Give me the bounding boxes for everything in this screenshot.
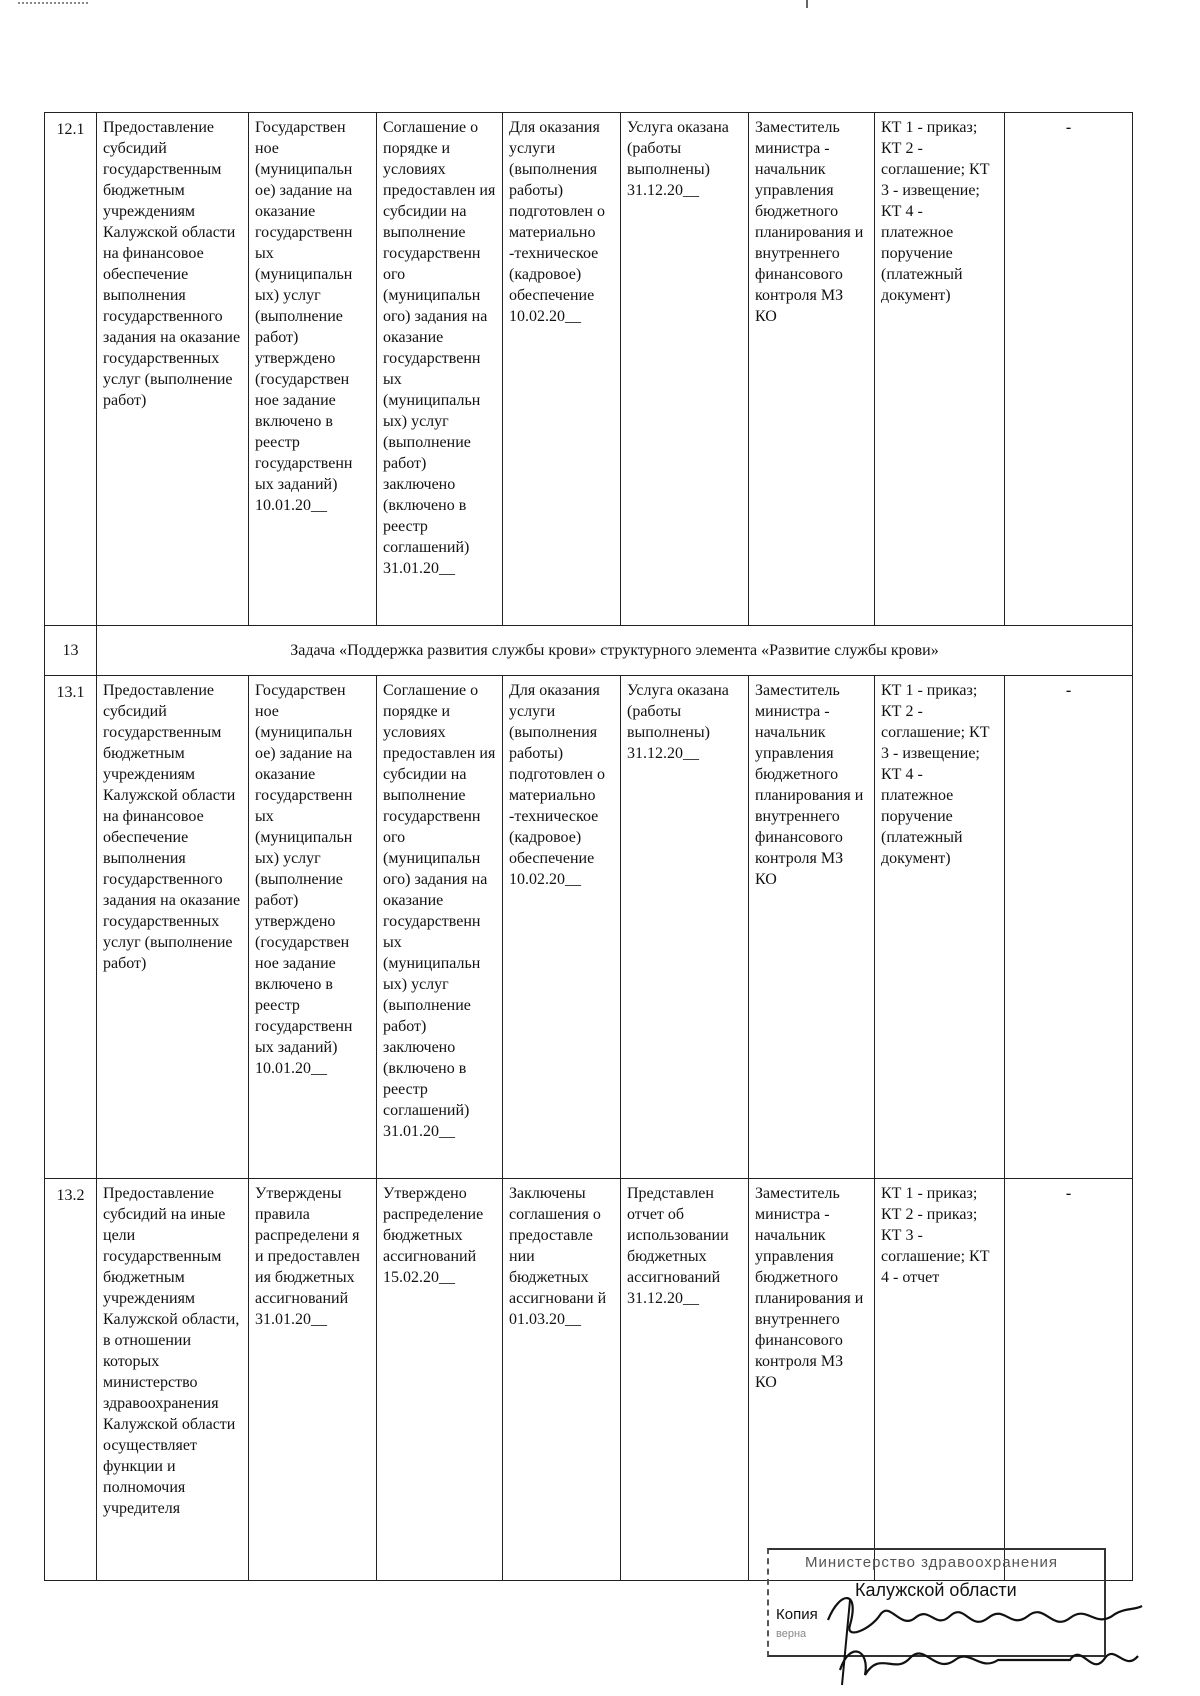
stamp-region-text: Калужской области [855,1580,1017,1600]
row-number: 13.2 [45,1179,97,1581]
table-row [45,1179,1133,1581]
table-row [45,676,1133,1179]
document-type-cell: КТ 1 - приказ; КТ 2 - приказ; КТ 3 - соглашение; КТ 4 - отчет [875,1179,1005,1581]
kt1-cell: Государствен ное (муниципальн ое) задание на оказание государственн ых (муниципальн ых) услуг (выполнение работ) утверждено (государствен ное задание включено в реестр государственн ых заданий) 10.01.20__ [249,676,377,1179]
kt4-cell: Услуга оказана (работы выполнены) 31.12.20__ [621,676,749,1179]
document-type-cell: КТ 1 - приказ; КТ 2 - соглашение; КТ 3 - извещение; КТ 4 - платежное поручение (платежный документ) [875,113,1005,626]
note-cell: - [1005,676,1133,1179]
event-name-cell: Предоставление субсидий на иные цели государственным бюджетным учреждениям Калужской области, в отношении которых министерство здравоохранения Калужской области осуществляет функции и полномочия учредителя [97,1179,249,1581]
note-cell: - [1005,113,1133,626]
stamp-subtext: верна [776,1628,807,1640]
kt1-cell: Государствен ное (муниципальн ое) задание на оказание государственн ых (муниципальн ых) услуг (выполнение работ) утверждено (государствен ное задание включено в реестр государственн ых заданий) 10.01.20__ [249,113,377,626]
responsible-cell: Заместитель министра - начальник управления бюджетного планирования и внутреннего финансового контроля МЗ КО [749,1179,875,1581]
kt4-cell: Представлен отчет об использовании бюджетных ассигнований 31.12.20__ [621,1179,749,1581]
handwritten-signature [820,1580,1150,1690]
kt3-cell: Заключены соглашения о предоставле нии бюджетных ассигновани й 01.03.20__ [503,1179,621,1581]
event-name-cell: Предоставление субсидий государственным бюджетным учреждениям Калужской области на финансовое обеспечение выполнения государственного задания на оказание государственных услуг (выполнение работ) [97,113,249,626]
kt3-cell: Для оказания услуги (выполнения работы) подготовлен о материально -техническое (кадровое) обеспечение 10.02.20__ [503,113,621,626]
document-type-cell: КТ 1 - приказ; КТ 2 - соглашение; КТ 3 - извещение; КТ 4 - платежное поручение (платежный документ) [875,676,1005,1179]
task-row [45,626,1133,676]
row-number: 13 [45,626,97,676]
kt2-cell: Утверждено распределение бюджетных ассигнований 15.02.20__ [377,1179,503,1581]
kt3-cell: Для оказания услуги (выполнения работы) подготовлен о материально -техническое (кадровое) обеспечение 10.02.20__ [503,676,621,1179]
scan-artifact [806,0,808,8]
row-number: 13.1 [45,676,97,1179]
control-points-table [44,112,1133,1581]
task-title: Задача «Поддержка развития службы крови» структурного элемента «Развитие службы крови» [97,626,1133,676]
responsible-cell: Заместитель министра - начальник управления бюджетного планирования и внутреннего финансового контроля МЗ КО [749,113,875,626]
note-cell: - [1005,1179,1133,1581]
kt4-cell: Услуга оказана (работы выполнены) 31.12.20__ [621,113,749,626]
stamp-copy-text: Копия [776,1606,818,1623]
kt2-cell: Соглашение о порядке и условиях предоставлен ия субсидии на выполнение государственн ого (муниципальн ого) задания на оказание государственн ых (муниципальн ых) услуг (выполнение работ) заключено (включено в реестр соглашений) 31.01.20__ [377,676,503,1179]
stamp-ministry-text: Министерство здравоохранения [805,1554,1058,1571]
table-row [45,113,1133,626]
event-name-cell: Предоставление субсидий государственным бюджетным учреждениям Калужской области на финансовое обеспечение выполнения государственного задания на оказание государственных услуг (выполнение работ) [97,676,249,1179]
responsible-cell: Заместитель министра - начальник управления бюджетного планирования и внутреннего финансового контроля МЗ КО [749,676,875,1179]
scan-artifact [18,2,88,8]
kt2-cell: Соглашение о порядке и условиях предоставлен ия субсидии на выполнение государственн ого (муниципальн ого) задания на оказание государственн ых (муниципальн ых) услуг (выполнение работ) заключено (включено в реестр соглашений) 31.01.20__ [377,113,503,626]
row-number: 12.1 [45,113,97,626]
kt1-cell: Утверждены правила распределени я и предоставлен ия бюджетных ассигнований 31.01.20__ [249,1179,377,1581]
